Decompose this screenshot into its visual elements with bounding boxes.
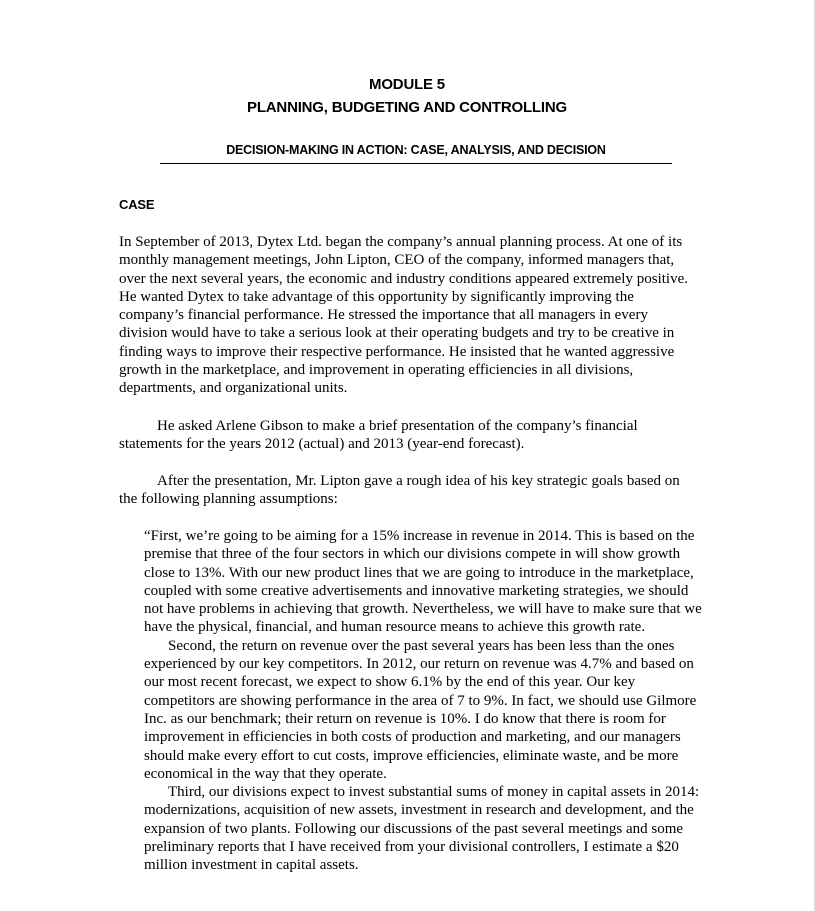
case-heading: CASE bbox=[119, 197, 155, 212]
section-subtitle: DECISION-MAKING IN ACTION: CASE, ANALYSIS, AND DECISION bbox=[226, 143, 606, 157]
ceo-quote bbox=[144, 527, 704, 875]
case-paragraph-1: In September of 2013, Dytex Ltd. began the company’s annual planning process. At one of its monthly management meetings, John Lipton, CEO of the company, informed managers that, over the next several years, the economic and industry conditions appeared extremely positive. He wanted Dytex to take advantage of this opportunity by significantly improving the company’s financial performance. He stressed the importance that all managers in every division would have to take a serious look at their operating budgets and try to be creative in finding ways to improve their respective performance. He insisted that he wanted aggressive growth in the marketplace, and improvement in operating efficiencies in all divisions, departments, and organizational units. bbox=[119, 234, 688, 397]
quote-paragraph-3: Third, our divisions expect to invest substantial sums of money in capital assets in 2014: modernizations, acquisition of new assets, investment in research and development, and the expansion of two plants. Following our discussions of the past several meetings and some preliminary reports that I have received from your divisional controllers, I estimate a $20 million investment in capital assets. bbox=[144, 784, 700, 874]
subtitle-underline bbox=[160, 163, 672, 164]
module-heading: MODULE 5 bbox=[369, 76, 445, 93]
case-paragraph-3: After the presentation, Mr. Lipton gave a rough idea of his key strategic goals based on the following planning assumptions: bbox=[119, 473, 680, 508]
module-title: PLANNING, BUDGETING AND CONTROLLING bbox=[247, 99, 567, 116]
case-paragraph-2: He asked Arlene Gibson to make a brief presentation of the company’s financial statements for the years 2012 (actual) and 2013 (year-end forecast). bbox=[119, 418, 638, 453]
quote-paragraph-2: Second, the return on revenue over the past several years has been less than the ones experienced by our key competitors. In 2012, our return on revenue was 4.7% and based on our most recent forecast, we expect to show 6.1% by the end of this year. Our key competitors are showing performance in the area of 7 to 9%. In fact, we should use Gilmore Inc. as our benchmark; their return on revenue is 10%. I do know that there is room for improvement in efficiencies in both costs of production and marketing, and our managers should make every effort to cut costs, improve efficiencies, eliminate waste, and be more economical in the way that they operate. bbox=[144, 637, 697, 782]
title-block bbox=[0, 73, 814, 119]
quote-paragraph-1: “First, we’re going to be aiming for a 15% increase in revenue in 2014. This is based on the premise that three of the four sectors in which our divisions compete in will show growth close to 13%. With our new product lines that we are going to introduce in the marketplace, coupled with some creative advertisements and innovative marketing strategies, we should not have problems in achieving that growth. Nevertheless, we will have to make sure that we have the physical, financial, and human resource means to achieve this growth rate. bbox=[144, 528, 702, 636]
